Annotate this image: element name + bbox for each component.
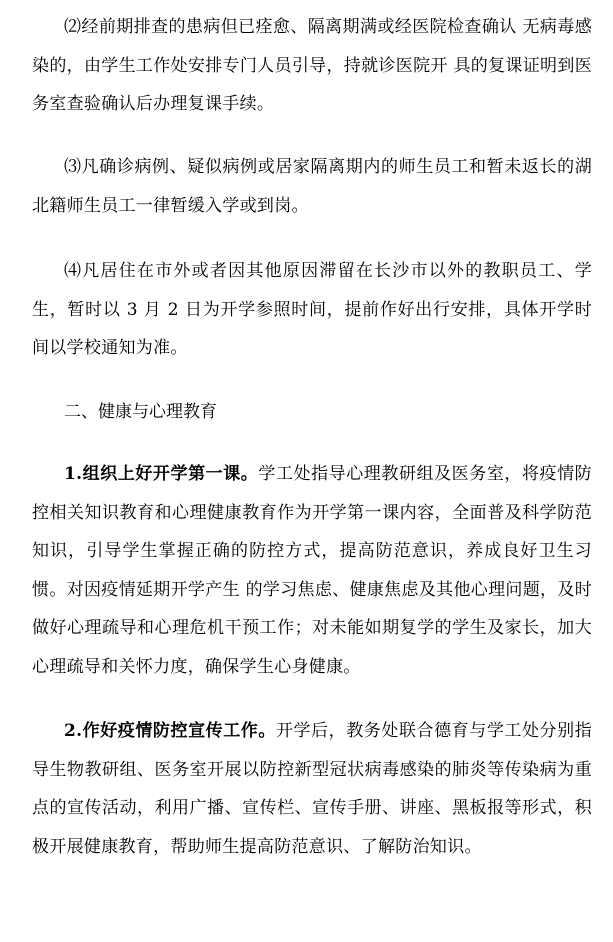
item-publicity-work xyxy=(32,712,592,866)
paragraph-recovered-students xyxy=(32,8,592,124)
paragraph-text: ⑶凡确诊病例、疑似病例或居家隔离期内的师生员工和暂未返长的湖北籍师生员工一律暂缓入学或到岗。 xyxy=(32,157,592,216)
section-heading: 二、健康与心理教育 xyxy=(64,402,217,422)
item-lead: 2.作好疫情防控宣传工作。 xyxy=(64,721,276,741)
paragraph-text: ⑵经前期排查的患病但已痊愈、隔离期满或经医院检查确认 无病毒感染的，由学生工作处安排专门人员引导，持就诊医院开 具的复课证明到医务室查验确认后办理复课手续。 xyxy=(32,17,592,114)
item-text: 学工处指导心理教研组及医务室，将疫情防控相关知识教育和心理健康教育作为开学第一课内容，全面普及科学防范知识，引导学生掌握正确的防控方式，提高防范意识，养成良好卫生习惯。对因疫情延期开学产生 的学习焦虑、健康焦虑及其他心理问题，及时做好心理疏导和心理危机干预工作；对未能如期复学的学生及家长，加大心理疏导和关怀力度，确保学生心身健康。 xyxy=(32,464,592,677)
paragraph-out-of-city-staff xyxy=(32,252,592,368)
item-lead: 1.组织上好开学第一课。 xyxy=(64,464,259,484)
paragraph-text: ⑷凡居住在市外或者因其他原因滞留在长沙市以外的教职员工、学生，暂时以 3 月 2 日为开学参照时间，提前作好出行安排，具体开学时间以学校通知为准。 xyxy=(32,261,592,358)
item-first-lesson xyxy=(32,455,592,686)
item-text: 开学后，教务处联合德育与学工处分别指导生物教研组、医务室开展以防控新型冠状病毒感染的肺炎等传染病为重点的宣传活动，利用广播、宣传栏、宣传手册、讲座、黑板报等形式，积极开展健康教育，帮助师生提高防范意识、了解防治知识。 xyxy=(32,721,592,857)
paragraph-confirmed-cases xyxy=(32,148,592,225)
